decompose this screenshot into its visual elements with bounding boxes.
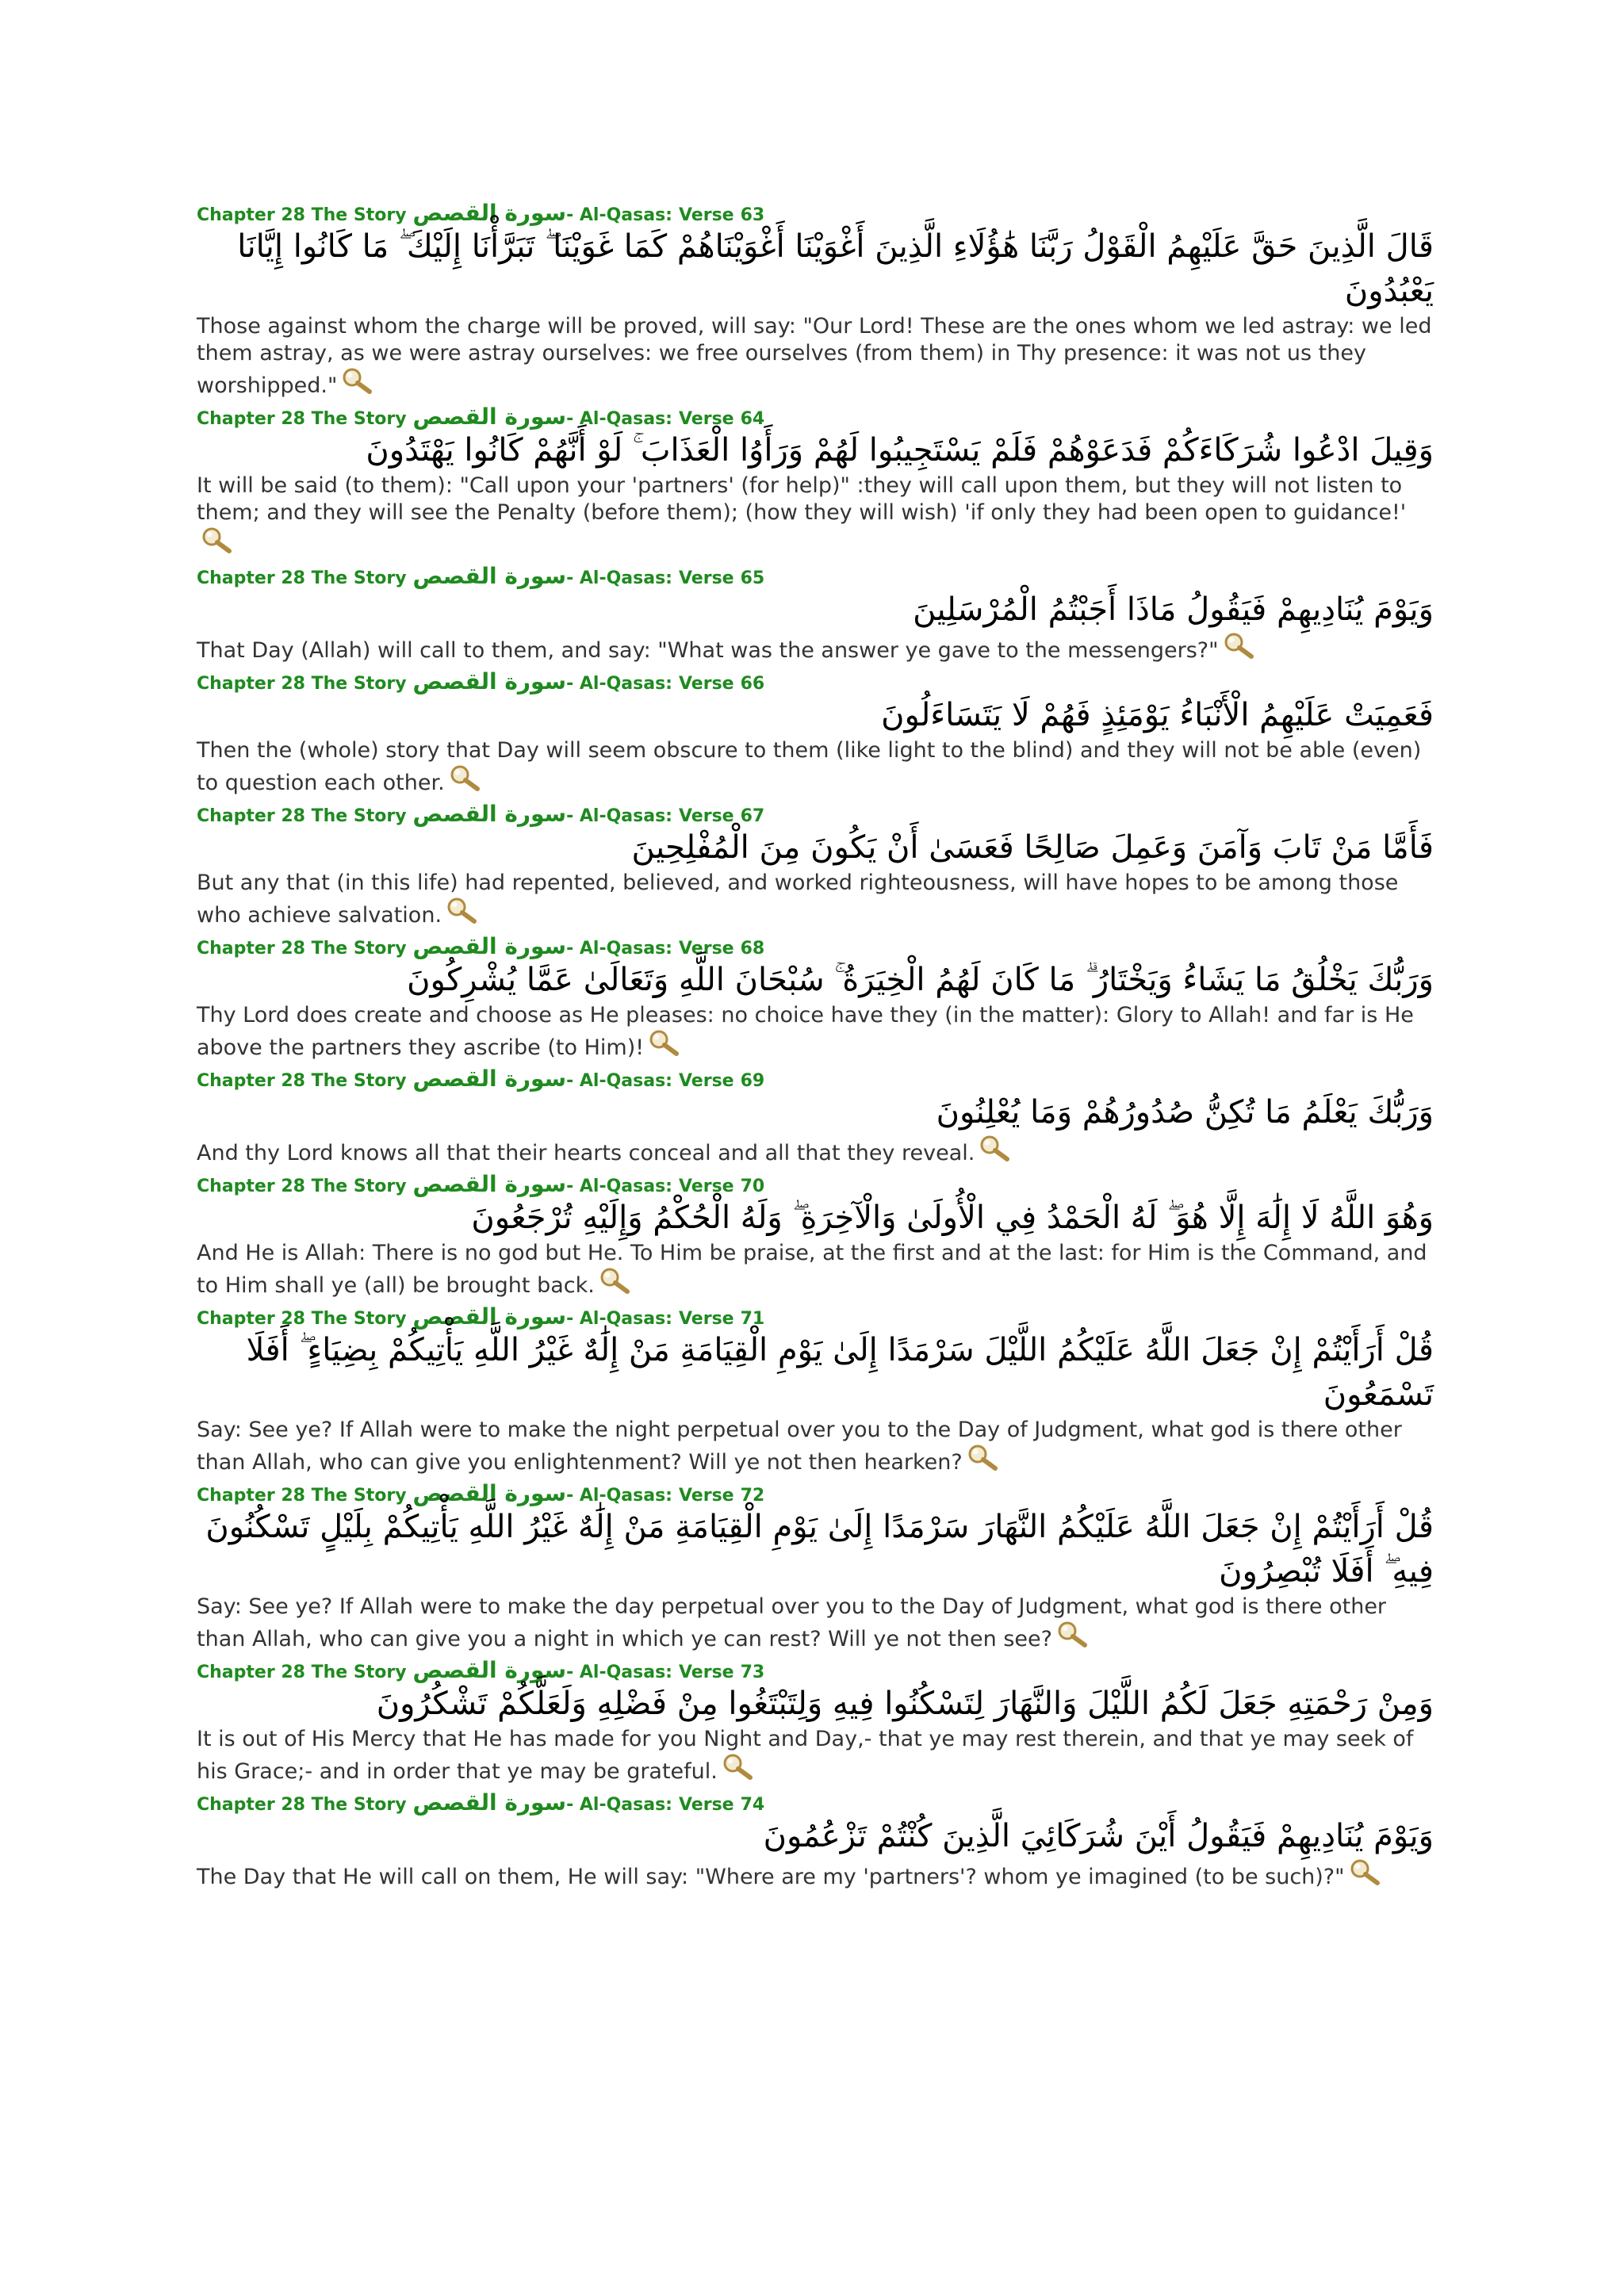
- verse-header: [197, 565, 1434, 587]
- translation-paragraph: [197, 473, 1434, 561]
- chapter-label: Chapter 28 The Story: [197, 568, 407, 588]
- verse-word: Verse: [678, 409, 734, 429]
- arabic-verse-text: قُلْ أَرَأَيْتُمْ إِنْ جَعَلَ اللَّهُ عَلَيْكُمُ النَّهَارَ سَرْمَدًا إِلَىٰ يَوْمِ الْقِيَامَةِ مَنْ إِلَٰهٌ غَيْرُ اللَّهِ يَأْتِيكُمْ بِلَيْلٍ تَسْكُنُونَ فِيهِ ۖ أَفَلَا تُبْصِرُونَ: [205, 1509, 1434, 1590]
- surah-name: - Al-Qasas:: [566, 1309, 672, 1329]
- magnifying-glass-icon[interactable]: [966, 1444, 1001, 1478]
- surah-arabic-name: سورة القصص: [412, 1171, 567, 1197]
- verse-word: Verse: [678, 806, 734, 826]
- surah-arabic-name: سورة القصص: [412, 404, 567, 430]
- translation-paragraph: [197, 1002, 1434, 1063]
- magnifying-glass-icon[interactable]: [1348, 1858, 1383, 1892]
- verse-number: 68: [740, 939, 765, 959]
- verse-block: [197, 1303, 1434, 1478]
- translation-text: Say: See ye? If Allah were to make the night perpetual over you to the Day of Judgment, what god is there other than Allah, who can give you enlightenment? Will ye not then hearken?: [197, 1418, 1402, 1475]
- surah-name: - Al-Qasas:: [566, 1071, 672, 1091]
- verse-header: [197, 1173, 1434, 1196]
- arabic-verse-text: وَيَوْمَ يُنَادِيهِمْ فَيَقُولُ مَاذَا أَجَبْتُمُ الْمُرْسَلِينَ: [913, 591, 1434, 628]
- translation-paragraph: [197, 1240, 1434, 1301]
- verse-number: 72: [740, 1486, 765, 1506]
- verse-word: Verse: [678, 939, 734, 959]
- magnifying-glass-icon[interactable]: [340, 367, 375, 401]
- verse-word: Verse: [678, 205, 734, 225]
- surah-name: - Al-Qasas:: [566, 205, 672, 225]
- chapter-label: Chapter 28 The Story: [197, 409, 407, 429]
- magnifying-glass-icon[interactable]: [445, 897, 480, 931]
- verse-number: 64: [740, 409, 765, 429]
- translation-paragraph: [197, 1135, 1434, 1169]
- translation-text: It is out of His Mercy that He has made for you Night and Day,- that ye may rest therein, and that ye may seek of his Grace;- and in order that ye may be grateful.: [197, 1727, 1414, 1784]
- verse-block: [197, 1068, 1434, 1169]
- verse-word: Verse: [678, 1486, 734, 1506]
- chapter-label: Chapter 28 The Story: [197, 1795, 407, 1815]
- verse-number: 65: [740, 568, 765, 588]
- surah-arabic-name: سورة القصص: [412, 1480, 567, 1506]
- verse-word: Verse: [678, 1071, 734, 1091]
- translation-text: Then the (whole) story that Day will seem obscure to them (like light to the blind) and they will not be able (even) to question each other.: [197, 738, 1422, 795]
- translation-paragraph: [197, 1594, 1434, 1655]
- arabic-verse-text: وَرَبُّكَ يَعْلَمُ مَا تُكِنُّ صُدُورُهُمْ وَمَا يُعْلِنُونَ: [936, 1094, 1434, 1131]
- verse-block: [197, 933, 1434, 1063]
- magnifying-glass-icon[interactable]: [1222, 632, 1257, 666]
- surah-arabic-name: سورة القصص: [412, 200, 567, 226]
- verse-block: [197, 1789, 1434, 1892]
- surah-name: - Al-Qasas:: [566, 1663, 672, 1682]
- verse-block: [197, 1659, 1434, 1787]
- surah-arabic-name: سورة القصص: [412, 1066, 567, 1092]
- verse-header: [197, 1789, 1434, 1816]
- surah-arabic-name: سورة القصص: [412, 1657, 567, 1683]
- translation-text: And He is Allah: There is no god but He. To Him be praise, at the first and at the last: for Him is the Command, and to Him shall ye (all) be brought back.: [197, 1241, 1427, 1298]
- surah-arabic-name: سورة القصص: [412, 801, 567, 827]
- magnifying-glass-icon[interactable]: [598, 1267, 633, 1301]
- magnifying-glass-icon[interactable]: [200, 526, 235, 561]
- verse-number: 73: [740, 1663, 765, 1682]
- verse-number: 67: [740, 806, 765, 826]
- magnifying-glass-icon[interactable]: [978, 1135, 1013, 1169]
- translation-text: But any that (in this life) had repented, believed, and worked righteousness, will have hopes to be among those who achieve salvation.: [197, 871, 1399, 928]
- chapter-label: Chapter 28 The Story: [197, 1071, 407, 1091]
- arabic-verse-text: قُلْ أَرَأَيْتُمْ إِنْ جَعَلَ اللَّهُ عَلَيْكُمُ اللَّيْلَ سَرْمَدًا إِلَىٰ يَوْمِ الْقِيَامَةِ مَنْ إِلَٰهٌ غَيْرُ اللَّهِ يَأْتِيكُمْ بِضِيَاءٍ ۖ أَفَلَا تَسْمَعُونَ: [246, 1332, 1434, 1413]
- verse-word: Verse: [678, 1177, 734, 1196]
- verse-word: Verse: [678, 1663, 734, 1682]
- verse-header: [197, 933, 1434, 959]
- chapter-label: Chapter 28 The Story: [197, 939, 407, 959]
- translation-text: And thy Lord knows all that their hearts conceal and all that they reveal.: [197, 1141, 975, 1165]
- translation-paragraph: [197, 1417, 1434, 1478]
- arabic-verse-text: وَيَوْمَ يُنَادِيهِمْ فَيَقُولُ أَيْنَ شُرَكَائِيَ الَّذِينَ كُنْتُمْ تَزْعُمُونَ: [763, 1818, 1434, 1854]
- verse-number: 69: [740, 1071, 765, 1091]
- verse-number: 74: [740, 1795, 765, 1815]
- translation-paragraph: [197, 632, 1434, 666]
- verse-header: [197, 668, 1434, 695]
- magnifying-glass-icon[interactable]: [721, 1753, 756, 1787]
- magnifying-glass-icon[interactable]: [448, 764, 483, 798]
- surah-name: - Al-Qasas:: [566, 1177, 672, 1196]
- translation-paragraph: [197, 1726, 1434, 1787]
- surah-name: - Al-Qasas:: [566, 1486, 672, 1506]
- chapter-label: Chapter 28 The Story: [197, 1663, 407, 1682]
- verse-header: [197, 803, 1434, 825]
- surah-arabic-name: سورة القصص: [412, 563, 567, 589]
- surah-name: - Al-Qasas:: [566, 806, 672, 826]
- verse-block: [197, 803, 1434, 931]
- chapter-label: Chapter 28 The Story: [197, 1486, 407, 1506]
- verse-word: Verse: [678, 1309, 734, 1329]
- surah-arabic-name: سورة القصص: [412, 668, 567, 695]
- translation-text: That Day (Allah) will call to them, and say: "What was the answer ye gave to the messengers?": [197, 638, 1219, 663]
- verse-header: [197, 1480, 1434, 1506]
- verse-header: [197, 1068, 1434, 1090]
- magnifying-glass-icon[interactable]: [647, 1029, 682, 1063]
- chapter-label: Chapter 28 The Story: [197, 1177, 407, 1196]
- chapter-label: Chapter 28 The Story: [197, 205, 407, 225]
- surah-name: - Al-Qasas:: [566, 1795, 672, 1815]
- verse-header: [197, 1303, 1434, 1330]
- chapter-label: Chapter 28 The Story: [197, 674, 407, 694]
- verse-header: [197, 406, 1434, 428]
- verse-block: [197, 1480, 1434, 1655]
- translation-text: Thy Lord does create and choose as He pleases: no choice have they (in the matter): Glory to Allah! and far is He above the partners they ascribe (to Him)!: [197, 1003, 1414, 1060]
- surah-arabic-name: سورة القصص: [412, 933, 567, 959]
- verse-block: [197, 668, 1434, 798]
- verse-block: [197, 406, 1434, 561]
- translation-text: It will be said (to them): "Call upon your 'partners' (for help)" :they will call upon them, but they will not listen to them; and they will see the Penalty (before them); (how they will wish) 'if only they had been open to guidance!': [197, 473, 1407, 525]
- arabic-verse-text: قَالَ الَّذِينَ حَقَّ عَلَيْهِمُ الْقَوْلُ رَبَّنَا هَٰؤُلَاءِ الَّذِينَ أَغْوَيْنَا أَغْوَيْنَاهُمْ كَمَا غَوَيْنَا ۖ تَبَرَّأْنَا إِلَيْكَ ۖ مَا كَانُوا إِيَّانَا يَعْبُدُونَ: [237, 228, 1434, 309]
- chapter-label: Chapter 28 The Story: [197, 1309, 407, 1329]
- arabic-verse-text: فَعَمِيَتْ عَلَيْهِمُ الْأَنْبَاءُ يَوْمَئِذٍ فَهُمْ لَا يَتَسَاءَلُونَ: [881, 697, 1434, 733]
- verse-number: 66: [740, 674, 765, 694]
- translation-text: The Day that He will call on them, He will say: "Where are my 'partners'? whom ye imagined (to be such)?": [197, 1865, 1345, 1889]
- translation-paragraph: [197, 737, 1434, 798]
- surah-name: - Al-Qasas:: [566, 409, 672, 429]
- verse-number: 71: [740, 1309, 765, 1329]
- translation-paragraph: [197, 870, 1434, 931]
- translation-paragraph: [197, 1858, 1434, 1892]
- verse-word: Verse: [678, 674, 734, 694]
- surah-arabic-name: سورة القصص: [412, 1789, 567, 1816]
- verse-word: Verse: [678, 568, 734, 588]
- arabic-verse-text: وَهُوَ اللَّهُ لَا إِلَٰهَ إِلَّا هُوَ ۖ لَهُ الْحَمْدُ فِي الْأُولَىٰ وَالْآخِرَةِ ۖ وَلَهُ الْحُكْمُ وَإِلَيْهِ تُرْجَعُونَ: [471, 1200, 1434, 1236]
- verse-block: [197, 565, 1434, 666]
- surah-name: - Al-Qasas:: [566, 939, 672, 959]
- translation-text: Those against whom the charge will be proved, will say: "Our Lord! These are the ones whom we led astray: we led them astray, as we were astray ourselves: we free ourselves (from them) in Thy presence: it was not us they worshipped.": [197, 314, 1432, 398]
- arabic-verse-text: وَقِيلَ ادْعُوا شُرَكَاءَكُمْ فَدَعَوْهُمْ فَلَمْ يَسْتَجِيبُوا لَهُمْ وَرَأَوُا الْعَذَابَ ۚ لَوْ أَنَّهُمْ كَانُوا يَهْتَدُونَ: [366, 432, 1434, 469]
- translation-paragraph: [197, 313, 1434, 401]
- verse-block: [197, 202, 1434, 401]
- surah-name: - Al-Qasas:: [566, 568, 672, 588]
- magnifying-glass-icon[interactable]: [1055, 1621, 1090, 1655]
- verse-header: [197, 1659, 1434, 1682]
- arabic-verse-text: وَمِنْ رَحْمَتِهِ جَعَلَ لَكُمُ اللَّيْلَ وَالنَّهَارَ لِتَسْكُنُوا فِيهِ وَلِتَبْتَغُوا مِنْ فَضْلِهِ وَلَعَلَّكُمْ تَشْكُرُونَ: [376, 1686, 1434, 1722]
- chapter-label: Chapter 28 The Story: [197, 806, 407, 826]
- verse-header: [197, 202, 1434, 224]
- surah-arabic-name: سورة القصص: [412, 1303, 567, 1330]
- arabic-verse-text: فَأَمَّا مَنْ تَابَ وَآمَنَ وَعَمِلَ صَالِحًا فَعَسَىٰ أَنْ يَكُونَ مِنَ الْمُفْلِحِينَ: [631, 829, 1434, 866]
- verse-block: [197, 1173, 1434, 1301]
- verse-word: Verse: [678, 1795, 734, 1815]
- translation-text: Say: See ye? If Allah were to make the day perpetual over you to the Day of Judgment, what god is there other than Allah, who can give you a night in which ye can rest? Will ye not then see?: [197, 1594, 1387, 1651]
- surah-name: - Al-Qasas:: [566, 674, 672, 694]
- verse-number: 63: [740, 205, 765, 225]
- verse-list: [197, 202, 1434, 1897]
- arabic-verse-text: وَرَبُّكَ يَخْلُقُ مَا يَشَاءُ وَيَخْتَارُ ۗ مَا كَانَ لَهُمُ الْخِيَرَةُ ۚ سُبْحَانَ اللَّهِ وَتَعَالَىٰ عَمَّا يُشْرِكُونَ: [407, 962, 1434, 998]
- verse-number: 70: [740, 1177, 765, 1196]
